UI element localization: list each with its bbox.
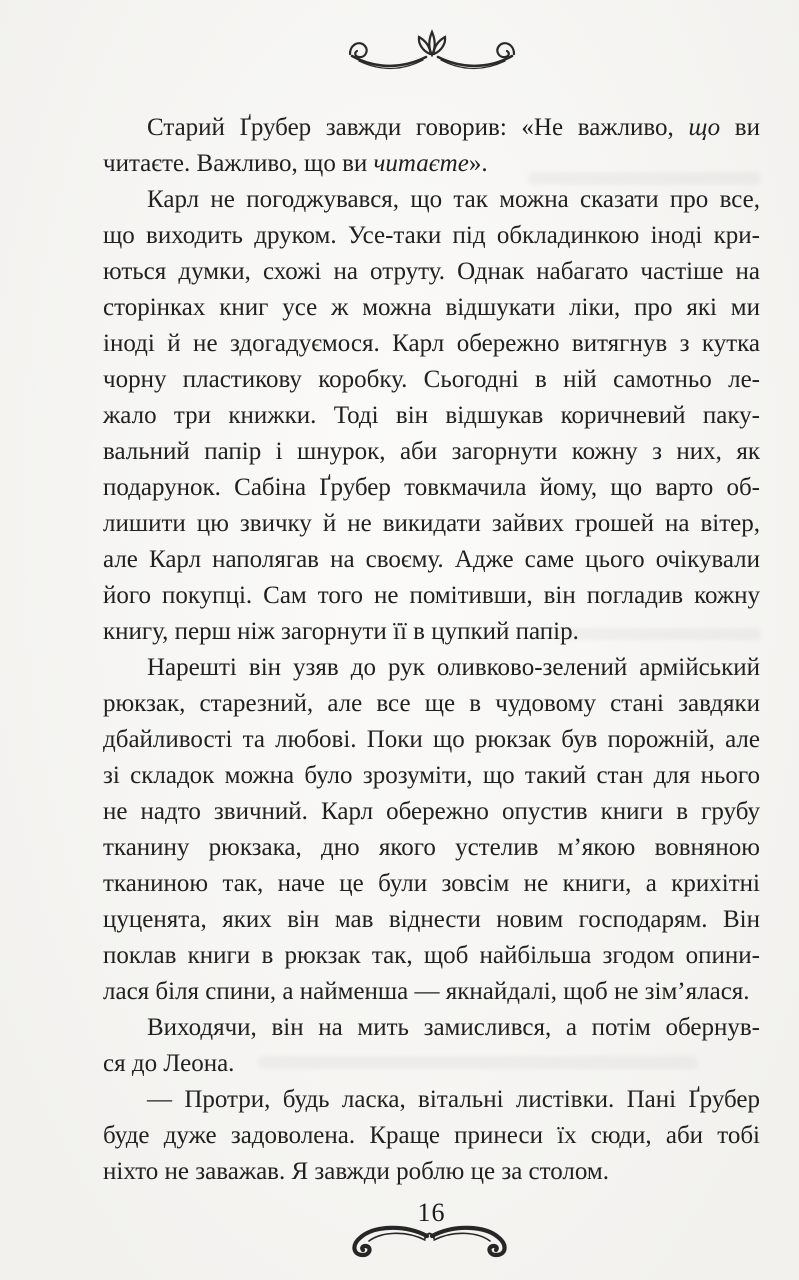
text-run: тканину рюкзака, дно якого устелив м’якою вовняною: [103, 834, 760, 861]
text-run: сторінках книг усе ж можна відшукати ліки, про які ми: [103, 294, 760, 321]
text-line: [103, 830, 760, 866]
text-line: [103, 1118, 760, 1154]
text-line: [103, 1010, 760, 1046]
text-line: [103, 1082, 760, 1118]
text-line: [103, 722, 760, 758]
text-run: іноді й не здогадуємося. Карл обережно витягнув з кутка: [103, 330, 760, 357]
text-line: [103, 398, 760, 434]
text-run: що виходить друком. Усе-таки під обкладинкою іноді кри-: [103, 222, 760, 249]
text-run: тканиною так, наче це були зовсім не книги, а крихітні: [103, 870, 760, 897]
page-header: [103, 28, 760, 81]
text-run: ніхто не заважав. Я завжди роблю це за столом.: [103, 1158, 609, 1185]
text-line: [103, 290, 760, 326]
paragraph: [103, 1010, 760, 1082]
text-run: лася біля спини, а найменша — якнайдалі, щоб не зім’ялася.: [103, 978, 750, 1005]
text-line: [103, 1154, 760, 1190]
text-run: ся до Леона.: [103, 1050, 235, 1077]
text-line: [103, 434, 760, 470]
text-run: подарунок. Сабіна Ґрубер товкмачила йому, що варто об-: [103, 474, 760, 501]
text-run: поклав книги в рюкзак так, щоб найбільша згодом опини-: [103, 942, 760, 969]
text-run: дбайливості та любові. Поки що рюкзак був порожній, але: [103, 726, 760, 753]
page-number: 16: [417, 1198, 446, 1227]
text-run: ються думки, схожі на отруту. Однак набагато частіше на: [103, 258, 760, 285]
italic-text-run: що: [688, 114, 721, 141]
paragraph: [103, 1082, 760, 1190]
text-run: його покупці. Сам того не помітивши, він погладив кожну: [103, 582, 760, 609]
text-line: [103, 686, 760, 722]
paragraph: [103, 182, 760, 650]
text-line: [103, 938, 760, 974]
text-line: [103, 902, 760, 938]
text-line: [103, 974, 760, 1010]
text-run: Нарешті він узяв до рук оливково-зелений армійський: [147, 654, 760, 681]
text-line: [103, 866, 760, 902]
text-run: рюкзак, старезний, але все ще в чудовому стані завдяки: [103, 690, 760, 717]
lotus-flourish-icon: [342, 28, 522, 76]
page-text: [103, 110, 760, 1190]
page-footer: [103, 1198, 760, 1264]
swirl-flourish-icon: [339, 1221, 524, 1259]
text-run: Карл не погоджувався, що так можна сказати про все,: [147, 186, 760, 213]
text-run: Виходячи, він на мить замислився, а потім обернув-: [147, 1014, 760, 1041]
text-run: ви: [720, 114, 760, 141]
paragraph: [103, 650, 760, 1010]
text-line: [103, 362, 760, 398]
text-line: [103, 578, 760, 614]
text-line: [103, 218, 760, 254]
text-run: читаєте. Важливо, що ви: [103, 150, 374, 177]
text-line: [103, 326, 760, 362]
text-run: жало три книжки. Тоді він відшукав коричневий паку-: [103, 402, 760, 429]
text-run: вальний папір і шнурок, аби загорнути кожну з них, як: [103, 438, 760, 465]
text-line: [103, 506, 760, 542]
text-run: — Протри, будь ласка, вітальні листівки. Пані Ґрубер: [147, 1086, 760, 1113]
text-line: [103, 614, 760, 650]
text-line: [103, 254, 760, 290]
text-run: лишити цю звичку й не викидати зайвих грошей на вітер,: [103, 510, 760, 537]
text-run: не надто звичний. Карл обережно опустив книги в грубу: [103, 798, 760, 825]
text-line: [103, 470, 760, 506]
text-run: але Карл наполягав на своєму. Адже саме цього очікували: [103, 546, 760, 573]
text-line: [103, 146, 760, 182]
text-run: ».: [468, 150, 488, 177]
text-line: [103, 110, 760, 146]
text-line: [103, 794, 760, 830]
text-line: [103, 182, 760, 218]
text-run: Старий Ґрубер завжди говорив: «Не важливо,: [147, 114, 689, 141]
text-run: цуценята, яких він мав віднести новим господарям. Він: [103, 906, 760, 933]
text-run: буде дуже задоволена. Краще принеси їх сюди, аби тобі: [103, 1122, 760, 1149]
text-run: книгу, перш ніж загорнути її в цупкий папір.: [103, 618, 579, 645]
italic-text-run: читаєте: [373, 150, 469, 177]
paragraph: [103, 110, 760, 182]
text-line: [103, 1046, 760, 1082]
text-line: [103, 542, 760, 578]
text-line: [103, 650, 760, 686]
text-run: чорну пластикову коробку. Сьогодні в ній самотньо ле-: [103, 366, 760, 393]
text-line: [103, 758, 760, 794]
text-run: зі складок можна було зрозуміти, що такий стан для нього: [103, 762, 760, 789]
